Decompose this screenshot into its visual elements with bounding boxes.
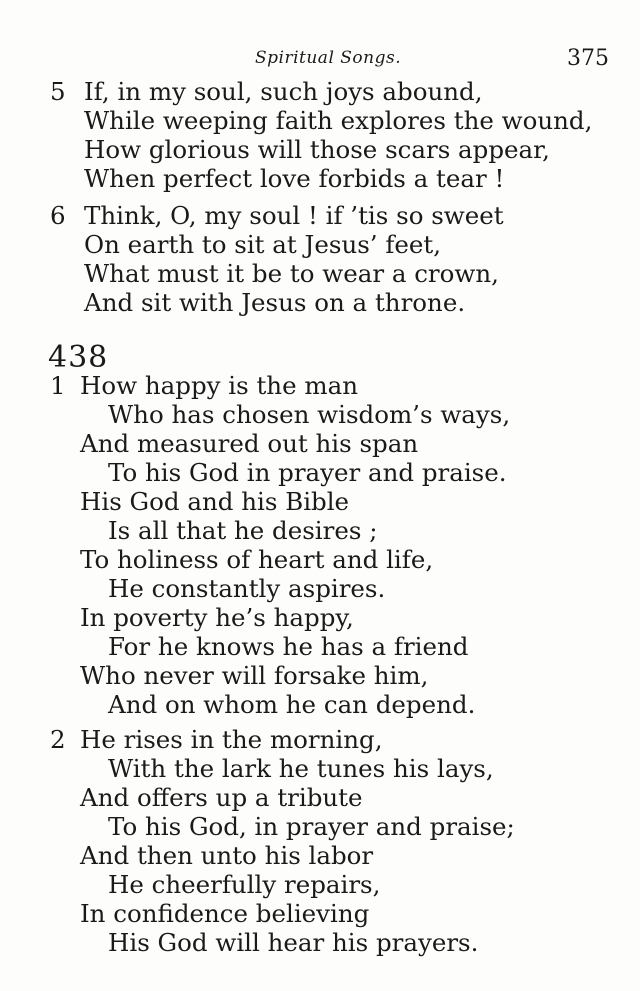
verse-line: To his God in prayer and praise. [108,458,507,487]
verse-line: Think, O, my soul ! if ’tis so sweet [84,201,504,230]
verse-line: To his God, in prayer and praise; [108,812,515,841]
verse-line: How happy is the man [80,371,358,400]
stanza-number: 2 [50,725,66,754]
verse-line: While weeping faith explores the wound, [84,106,593,135]
running-title: Spiritual Songs. [255,48,402,68]
verse-line: Who never will forsake him, [80,661,429,690]
verse-line: To holiness of heart and life, [80,545,434,574]
verse-line: With the lark he tunes his lays, [108,754,494,783]
verse-line: Who has chosen wisdom’s ways, [108,400,511,429]
page-header [0,46,640,76]
verse-line: He rises in the morning, [80,725,383,754]
verse-line: For he knows he has a friend [108,632,469,661]
stanza-number: 1 [50,371,66,400]
verse-line: What must it be to wear a crown, [84,259,499,288]
verse-line: And then unto his labor [80,841,374,870]
verse-line: And on whom he can depend. [108,690,476,719]
page-number: 375 [567,46,609,71]
hymn-number: 438 [48,340,109,375]
verse-line: He cheerfully repairs, [108,870,381,899]
verse-line: And offers up a tribute [80,783,363,812]
verse-line: And measured out his span [80,429,419,458]
verse-line: His God and his Bible [80,487,350,516]
verse-line: If, in my soul, such joys abound, [84,77,483,106]
verse-line: Is all that he desires ; [108,516,378,545]
verse-line: In confidence believing [80,899,370,928]
verse-line: When perfect love forbids a tear ! [84,164,505,193]
stanza-number: 6 [50,201,66,230]
verse-line: His God will hear his prayers. [108,928,479,957]
verse-line: On earth to sit at Jesus’ feet, [84,230,442,259]
verse-line: How glorious will those scars appear, [84,135,550,164]
verse-line: He constantly aspires. [108,574,386,603]
stanza-number: 5 [50,77,66,106]
verse-line: And sit with Jesus on a throne. [84,288,466,317]
verse-line: In poverty he’s happy, [80,603,354,632]
